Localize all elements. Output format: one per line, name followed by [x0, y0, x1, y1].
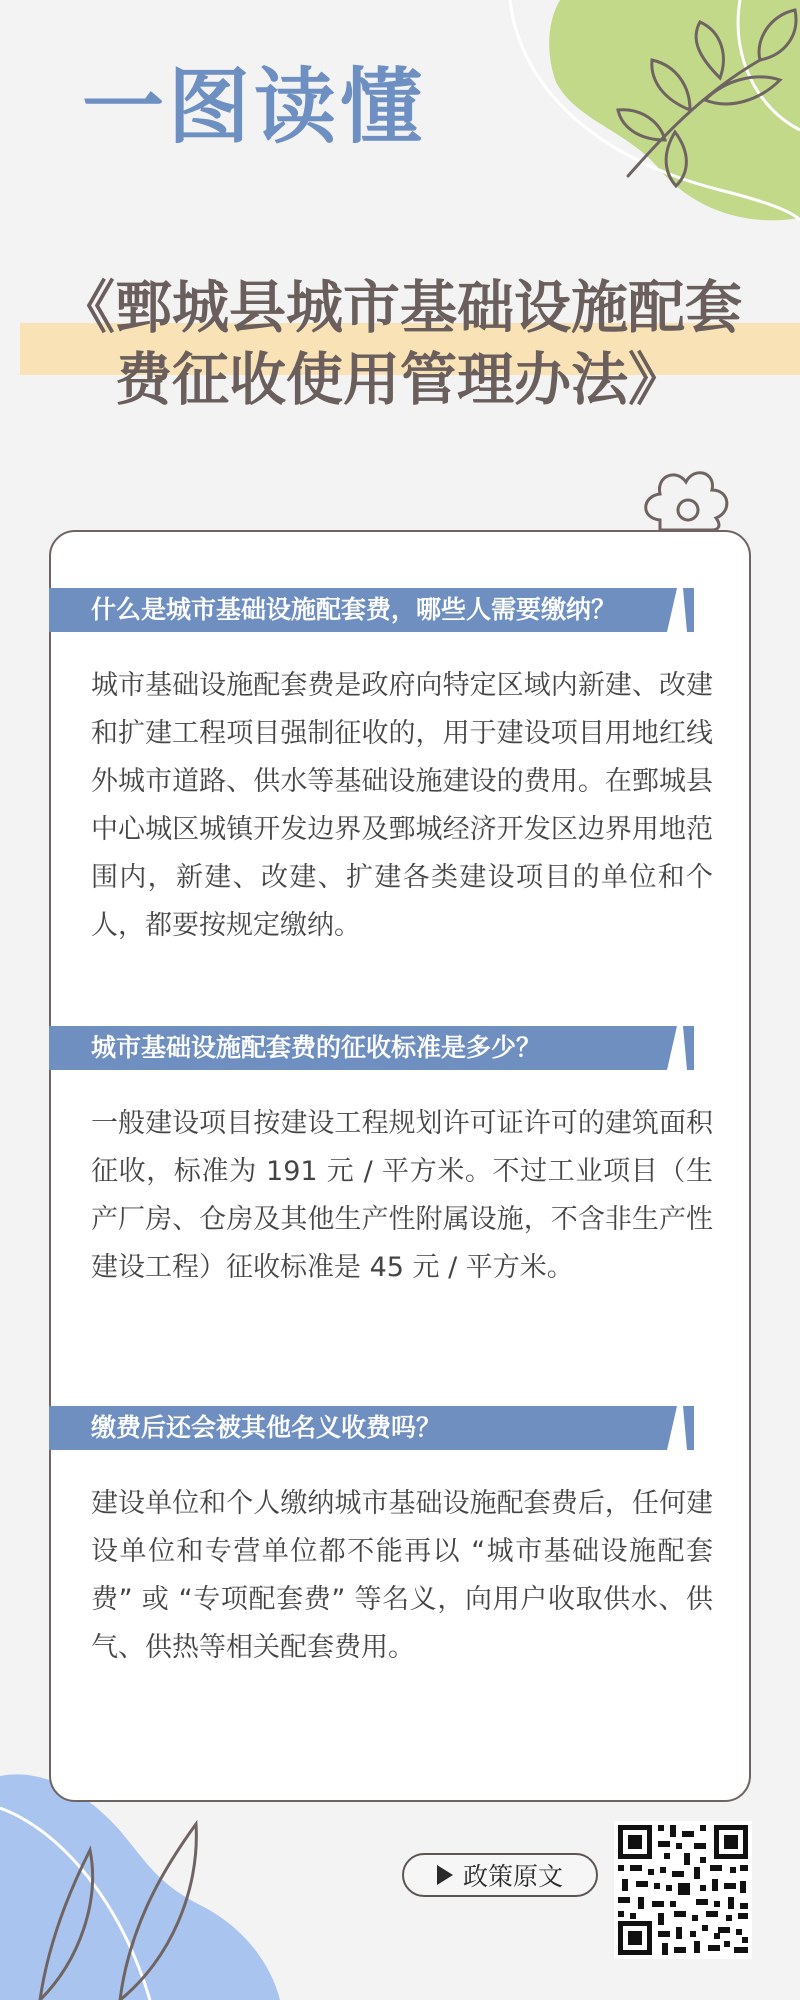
- question-text: 缴费后还会被其他名义收费吗？: [91, 1413, 442, 1442]
- document-title-line-1: 《鄄城县城市基础设施配套: [58, 274, 742, 341]
- document-title: [0, 272, 800, 416]
- answer-text: 城市基础设施配套费是政府向特定区域内新建、改建和扩建工程项目强制征收的，用于建设项目用地红线外城市道路、供水等基础设施建设的费用。在鄄城县中心城区城镇开发边界及鄄城经济开发区边界用地范围内，新建、改建、扩建各类建设项目的单位和个人，都要按规定缴纳。: [91, 670, 713, 941]
- flower-icon: [646, 473, 727, 530]
- answer-text: 一般建设项目按建设工程规划许可证许可的建筑面积征收，标准为 191 元 / 平方米。不过工业项目（生产厂房、仓房及其他生产性附属设施，不含非生产性建设工程）征收标准是 45 元 / 平方米。: [91, 1108, 713, 1283]
- policy-original-button[interactable]: [402, 1853, 598, 1897]
- answer-text: 建设单位和个人缴纳城市基础设施配套费后，任何建设单位和专营单位都不能再以 “城市基础设施配套费” 或 “专项配套费” 等名义，向用户收取供水、供气、供热等相关配套费用。: [91, 1488, 713, 1663]
- brand-title: 一图读懂: [82, 59, 427, 155]
- question-text: 什么是城市基础设施配套费，哪些人需要缴纳？: [91, 595, 617, 624]
- policy-original-label: 政策原文: [462, 1862, 563, 1891]
- document-title-line-2: 费征收使用管理办法》: [115, 346, 685, 413]
- qr-code-icon[interactable]: [614, 1821, 752, 1959]
- play-icon: [437, 1865, 453, 1885]
- blue-leaf-blob: [0, 1774, 280, 2000]
- question-text: 城市基础设施配套费的征收标准是多少？: [91, 1033, 542, 1062]
